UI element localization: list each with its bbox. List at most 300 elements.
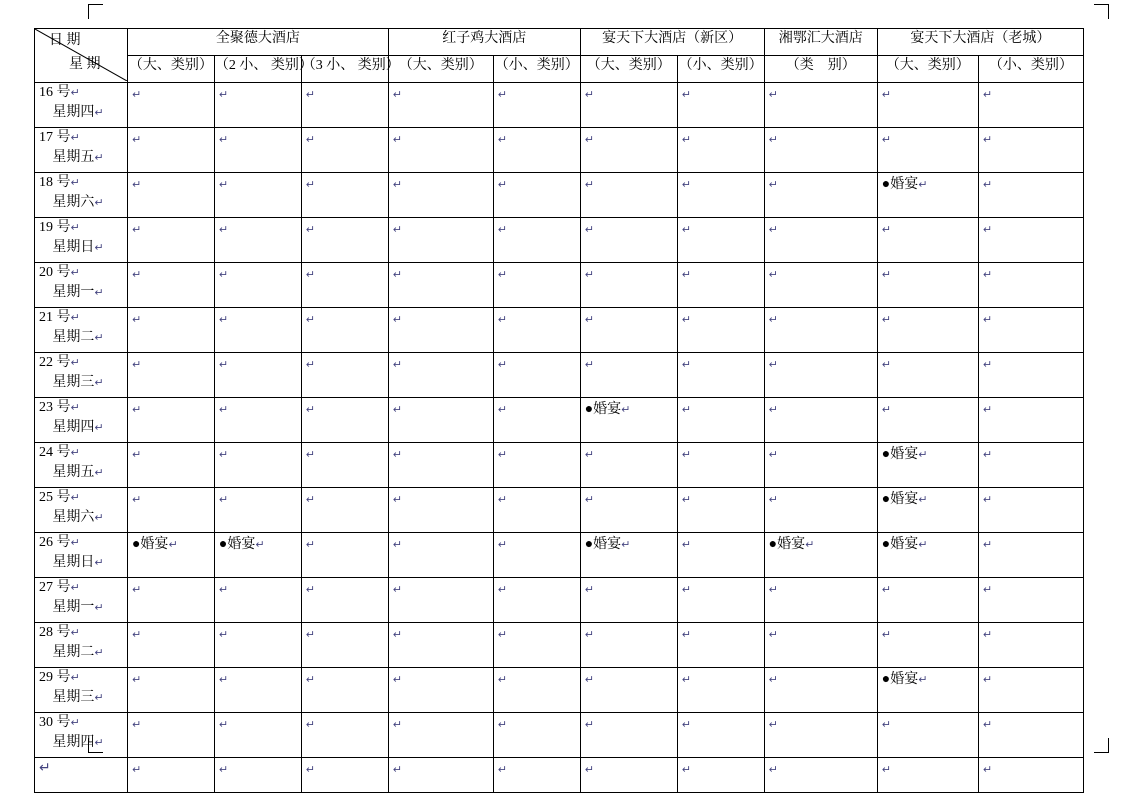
paragraph-mark-icon: ↵: [881, 403, 892, 416]
schedule-cell[interactable]: [978, 713, 1083, 758]
paragraph-mark-icon: ↵: [584, 268, 594, 281]
weekday-label: 星期二↵: [52, 330, 104, 346]
schedule-cell[interactable]: [127, 83, 214, 128]
schedule-cell[interactable]: [214, 398, 301, 443]
date-cell[interactable]: [35, 308, 128, 353]
paragraph-mark-icon: ↵: [392, 628, 402, 641]
paragraph-mark-icon: ↵: [681, 583, 691, 596]
schedule-cell[interactable]: [764, 443, 877, 488]
paragraph-mark-icon: ↵: [982, 133, 993, 146]
paragraph-mark-icon: ↵: [768, 403, 778, 416]
schedule-cell[interactable]: [301, 668, 388, 713]
schedule-cell[interactable]: [580, 488, 677, 533]
schedule-cell[interactable]: [127, 758, 214, 793]
schedule-cell[interactable]: [580, 713, 677, 758]
venue-header-2: 宴天下大酒店（新区）: [580, 29, 764, 56]
schedule-cell[interactable]: [214, 668, 301, 713]
paragraph-mark-icon: ↵: [982, 223, 993, 236]
schedule-cell-content: [389, 218, 493, 240]
schedule-cell-content: [678, 83, 764, 105]
schedule-cell[interactable]: [580, 398, 677, 443]
paragraph-mark-icon: ↵: [497, 718, 508, 731]
schedule-cell-content: [389, 578, 493, 600]
schedule-cell[interactable]: [978, 128, 1083, 173]
paragraph-mark-icon: ↵: [70, 491, 80, 504]
schedule-cell[interactable]: [127, 173, 214, 218]
schedule-cell[interactable]: [677, 533, 764, 578]
schedule-cell[interactable]: [677, 353, 764, 398]
paragraph-mark-icon: ↵: [768, 133, 778, 146]
paragraph-mark-icon: ↵: [305, 403, 315, 416]
paragraph-mark-icon: ↵: [768, 178, 778, 191]
schedule-cell[interactable]: [493, 623, 580, 668]
table-header-subcolumns: [35, 56, 1084, 83]
schedule-cell-content: [581, 353, 677, 375]
schedule-cell[interactable]: [388, 398, 493, 443]
schedule-cell[interactable]: [677, 173, 764, 218]
schedule-cell[interactable]: [214, 128, 301, 173]
schedule-cell[interactable]: [580, 623, 677, 668]
schedule-cell[interactable]: [764, 83, 877, 128]
schedule-cell[interactable]: [877, 623, 978, 668]
schedule-cell-content: [678, 128, 764, 150]
table-row: [35, 308, 1084, 353]
schedule-cell[interactable]: [301, 623, 388, 668]
schedule-cell[interactable]: [677, 83, 764, 128]
schedule-cell[interactable]: [764, 353, 877, 398]
table-row: [35, 713, 1084, 758]
schedule-cell[interactable]: [493, 533, 580, 578]
schedule-cell[interactable]: [127, 218, 214, 263]
schedule-cell[interactable]: [388, 173, 493, 218]
schedule-cell-content: [302, 308, 388, 330]
schedule-cell-content: [678, 308, 764, 330]
schedule-cell[interactable]: [677, 218, 764, 263]
schedule-cell[interactable]: [388, 578, 493, 623]
schedule-cell[interactable]: [877, 488, 978, 533]
schedule-cell[interactable]: [388, 668, 493, 713]
schedule-cell-content: [494, 713, 580, 735]
schedule-cell[interactable]: [580, 578, 677, 623]
schedule-cell[interactable]: [677, 398, 764, 443]
schedule-cell[interactable]: [764, 398, 877, 443]
schedule-cell-content: [128, 218, 214, 240]
schedule-cell-content: [128, 443, 214, 465]
schedule-cell[interactable]: [388, 488, 493, 533]
schedule-cell[interactable]: [127, 353, 214, 398]
schedule-cell[interactable]: [764, 758, 877, 793]
paragraph-mark-icon: ↵: [584, 223, 594, 236]
schedule-cell[interactable]: [764, 533, 877, 578]
schedule-cell[interactable]: [301, 218, 388, 263]
schedule-cell[interactable]: [388, 443, 493, 488]
paragraph-mark-icon: ↵: [584, 583, 594, 596]
date-cell[interactable]: [35, 353, 128, 398]
schedule-cell[interactable]: [388, 263, 493, 308]
weekday-label: 星期一↵: [52, 600, 104, 616]
date-cell[interactable]: [35, 83, 128, 128]
schedule-cell-content: [878, 533, 978, 555]
schedule-cell[interactable]: [877, 713, 978, 758]
schedule-cell[interactable]: [301, 308, 388, 353]
schedule-cell-content: [494, 173, 580, 195]
schedule-cell[interactable]: [301, 488, 388, 533]
schedule-cell[interactable]: [214, 443, 301, 488]
date-cell[interactable]: [35, 623, 128, 668]
schedule-cell[interactable]: [978, 533, 1083, 578]
schedule-cell[interactable]: [677, 668, 764, 713]
date-cell[interactable]: [35, 758, 128, 793]
schedule-cell[interactable]: [978, 353, 1083, 398]
schedule-cell[interactable]: [580, 263, 677, 308]
schedule-cell[interactable]: [388, 623, 493, 668]
weekday-label: 星期日↵: [52, 240, 104, 256]
schedule-cell[interactable]: [580, 533, 677, 578]
schedule-cell[interactable]: [677, 443, 764, 488]
schedule-cell[interactable]: [978, 578, 1083, 623]
schedule-cell[interactable]: [877, 398, 978, 443]
schedule-cell[interactable]: [214, 353, 301, 398]
schedule-cell[interactable]: [388, 533, 493, 578]
paragraph-mark-icon: ↵: [584, 763, 594, 776]
date-cell[interactable]: [35, 443, 128, 488]
weekday-label: 星期四↵: [52, 105, 104, 121]
schedule-cell-content: [302, 398, 388, 420]
schedule-cell[interactable]: [214, 218, 301, 263]
schedule-cell[interactable]: [764, 668, 877, 713]
schedule-cell-content: [765, 533, 877, 555]
paragraph-mark-icon: ↵: [584, 718, 594, 731]
schedule-cell-content: [979, 713, 1083, 735]
schedule-cell[interactable]: [493, 578, 580, 623]
paragraph-mark-icon: ↵: [497, 268, 508, 281]
schedule-cell[interactable]: [978, 398, 1083, 443]
schedule-cell-content: [215, 263, 301, 285]
schedule-cell[interactable]: [877, 128, 978, 173]
schedule-cell[interactable]: [764, 173, 877, 218]
schedule-cell[interactable]: [764, 218, 877, 263]
schedule-cell-content: [581, 758, 677, 780]
date-cell[interactable]: [35, 263, 128, 308]
schedule-cell[interactable]: [580, 83, 677, 128]
schedule-cell[interactable]: [493, 398, 580, 443]
schedule-cell[interactable]: [127, 623, 214, 668]
paragraph-mark-icon: ↵: [70, 671, 80, 684]
paragraph-mark-icon: ↵: [681, 268, 691, 281]
schedule-cell[interactable]: [127, 488, 214, 533]
schedule-cell[interactable]: [580, 353, 677, 398]
paragraph-mark-icon: ↵: [881, 223, 892, 236]
schedule-cell[interactable]: [493, 758, 580, 793]
paragraph-mark-icon: ↵: [497, 223, 508, 236]
schedule-cell[interactable]: [493, 308, 580, 353]
schedule-cell[interactable]: [877, 533, 978, 578]
schedule-cell-content: [215, 533, 301, 555]
schedule-cell[interactable]: [214, 308, 301, 353]
schedule-cell[interactable]: [877, 308, 978, 353]
paragraph-mark-icon: ↵: [768, 268, 778, 281]
schedule-cell[interactable]: [580, 173, 677, 218]
paragraph-mark-icon: ↵: [681, 763, 691, 776]
schedule-cell[interactable]: [493, 128, 580, 173]
schedule-cell[interactable]: [214, 263, 301, 308]
schedule-cell[interactable]: [877, 443, 978, 488]
venue-header-3: 湘鄂汇大酒店: [764, 29, 877, 56]
schedule-cell-content: [389, 398, 493, 420]
schedule-cell[interactable]: [493, 263, 580, 308]
schedule-cell[interactable]: [493, 218, 580, 263]
schedule-cell-content: [128, 308, 214, 330]
schedule-cell[interactable]: [978, 173, 1083, 218]
schedule-cell[interactable]: [677, 128, 764, 173]
schedule-cell[interactable]: [493, 488, 580, 533]
schedule-cell[interactable]: [877, 758, 978, 793]
schedule-cell[interactable]: [764, 713, 877, 758]
date-cell[interactable]: [35, 533, 128, 578]
schedule-cell[interactable]: [214, 173, 301, 218]
paragraph-mark-icon: ↵: [681, 358, 691, 371]
schedule-cell[interactable]: [978, 308, 1083, 353]
schedule-cell-content: [494, 758, 580, 780]
schedule-cell[interactable]: [877, 353, 978, 398]
schedule-cell[interactable]: [301, 173, 388, 218]
date-cell[interactable]: [35, 713, 128, 758]
schedule-cell-content: [302, 83, 388, 105]
paragraph-mark-icon: ↵: [584, 673, 594, 686]
weekday-label: 星期二↵: [52, 645, 104, 661]
paragraph-mark-icon: ↵: [392, 718, 402, 731]
paragraph-mark-icon: ↵: [497, 583, 508, 596]
schedule-cell[interactable]: [493, 443, 580, 488]
schedule-cell[interactable]: [978, 218, 1083, 263]
paragraph-mark-icon: ↵: [131, 223, 142, 236]
schedule-cell[interactable]: [127, 578, 214, 623]
schedule-cell[interactable]: [127, 128, 214, 173]
schedule-cell-content: [302, 578, 388, 600]
schedule-cell[interactable]: [214, 533, 301, 578]
paragraph-mark-icon: ↵: [918, 538, 928, 551]
schedule-cell[interactable]: [978, 623, 1083, 668]
weekday-label: 星期四↵: [52, 420, 104, 436]
paragraph-mark-icon: ↵: [131, 763, 142, 776]
schedule-cell[interactable]: [214, 758, 301, 793]
schedule-cell-content: [678, 533, 764, 555]
schedule-cell[interactable]: [580, 668, 677, 713]
schedule-cell[interactable]: [388, 128, 493, 173]
schedule-cell-content: [979, 668, 1083, 690]
schedule-cell[interactable]: [301, 578, 388, 623]
schedule-cell[interactable]: [301, 758, 388, 793]
schedule-cell-content: [979, 353, 1083, 375]
date-cell[interactable]: [35, 488, 128, 533]
schedule-cell[interactable]: [580, 443, 677, 488]
schedule-cell-content: [678, 263, 764, 285]
schedule-cell[interactable]: [764, 578, 877, 623]
schedule-cell[interactable]: [580, 128, 677, 173]
paragraph-mark-icon: ↵: [131, 268, 142, 281]
schedule-cell[interactable]: [301, 83, 388, 128]
schedule-cell[interactable]: [127, 668, 214, 713]
paragraph-mark-icon: ↵: [768, 583, 778, 596]
paragraph-mark-icon: ↵: [681, 313, 691, 326]
schedule-cell[interactable]: [301, 713, 388, 758]
schedule-cell[interactable]: [301, 533, 388, 578]
schedule-cell[interactable]: [978, 488, 1083, 533]
schedule-cell[interactable]: [127, 443, 214, 488]
schedule-cell-content: [215, 128, 301, 150]
schedule-cell[interactable]: [388, 83, 493, 128]
schedule-cell[interactable]: [388, 308, 493, 353]
paragraph-mark-icon: ↵: [70, 536, 80, 549]
schedule-cell[interactable]: [764, 488, 877, 533]
schedule-cell[interactable]: [978, 668, 1083, 713]
schedule-cell-content: [678, 713, 764, 735]
schedule-cell[interactable]: [877, 578, 978, 623]
schedule-cell[interactable]: [301, 263, 388, 308]
paragraph-mark-icon: ↵: [392, 583, 402, 596]
schedule-cell[interactable]: [764, 128, 877, 173]
schedule-cell[interactable]: [677, 578, 764, 623]
schedule-cell[interactable]: [493, 668, 580, 713]
schedule-cell[interactable]: [877, 83, 978, 128]
schedule-cell[interactable]: [127, 398, 214, 443]
schedule-cell-content: [494, 83, 580, 105]
schedule-cell[interactable]: [388, 758, 493, 793]
paragraph-mark-icon: ↵: [881, 358, 892, 371]
schedule-cell[interactable]: [978, 443, 1083, 488]
schedule-cell[interactable]: [877, 263, 978, 308]
schedule-cell[interactable]: [580, 308, 677, 353]
schedule-cell-content: [128, 173, 214, 195]
schedule-cell[interactable]: [978, 83, 1083, 128]
date-cell[interactable]: [35, 398, 128, 443]
paragraph-mark-icon: ↵: [584, 88, 594, 101]
schedule-cell-content: [494, 668, 580, 690]
schedule-cell[interactable]: [127, 308, 214, 353]
schedule-cell[interactable]: [677, 488, 764, 533]
schedule-cell[interactable]: [677, 263, 764, 308]
schedule-cell[interactable]: [301, 128, 388, 173]
schedule-cell[interactable]: [214, 578, 301, 623]
date-cell[interactable]: [35, 173, 128, 218]
date-cell[interactable]: [35, 218, 128, 263]
date-cell[interactable]: [35, 128, 128, 173]
schedule-cell[interactable]: [214, 713, 301, 758]
venue-header-0: 全聚德大酒店: [127, 29, 388, 56]
paragraph-mark-icon: ↵: [218, 718, 229, 731]
schedule-cell-content: [979, 128, 1083, 150]
paragraph-mark-icon: ↵: [621, 403, 631, 416]
schedule-cell[interactable]: [877, 218, 978, 263]
date-number: 26 号↵: [39, 535, 80, 550]
schedule-cell-content: [979, 308, 1083, 330]
schedule-cell-content: [302, 488, 388, 510]
schedule-cell-content: [581, 128, 677, 150]
schedule-cell[interactable]: [764, 308, 877, 353]
paragraph-mark-icon: ↵: [168, 538, 178, 551]
schedule-cell-content: [302, 758, 388, 780]
schedule-cell[interactable]: [301, 398, 388, 443]
paragraph-mark-icon: ↵: [768, 718, 778, 731]
schedule-cell[interactable]: [388, 353, 493, 398]
paragraph-mark-icon: ↵: [497, 178, 508, 191]
date-number: 22 号↵: [39, 355, 80, 370]
date-cell[interactable]: [35, 578, 128, 623]
schedule-cell-content: [878, 488, 978, 510]
crop-mark-top-left: [88, 4, 103, 19]
schedule-cell[interactable]: [677, 308, 764, 353]
schedule-cell-content: [765, 443, 877, 465]
schedule-cell[interactable]: [388, 218, 493, 263]
schedule-cell[interactable]: [493, 83, 580, 128]
schedule-cell-content: [678, 578, 764, 600]
schedule-cell[interactable]: [764, 623, 877, 668]
schedule-cell[interactable]: [214, 623, 301, 668]
schedule-cell[interactable]: [214, 83, 301, 128]
schedule-cell-content: [581, 443, 677, 465]
schedule-cell[interactable]: [580, 218, 677, 263]
paragraph-mark-icon: ↵: [94, 421, 104, 435]
schedule-cell[interactable]: [877, 668, 978, 713]
date-number: 24 号↵: [39, 445, 80, 460]
schedule-cell[interactable]: [127, 713, 214, 758]
schedule-cell[interactable]: [493, 173, 580, 218]
schedule-cell-content: [389, 83, 493, 105]
schedule-cell[interactable]: [580, 758, 677, 793]
schedule-cell[interactable]: [388, 713, 493, 758]
subcol-0-0: （大、类别）: [127, 56, 214, 83]
schedule-cell-content: [302, 443, 388, 465]
paragraph-mark-icon: ↵: [94, 376, 104, 390]
schedule-cell[interactable]: [764, 263, 877, 308]
schedule-cell[interactable]: [978, 263, 1083, 308]
schedule-cell-content: [215, 173, 301, 195]
schedule-cell[interactable]: [493, 353, 580, 398]
schedule-cell-content: [302, 263, 388, 285]
schedule-cell-content: [581, 623, 677, 645]
schedule-cell[interactable]: [877, 173, 978, 218]
paragraph-mark-icon: ↵: [131, 313, 142, 326]
schedule-cell[interactable]: [214, 488, 301, 533]
schedule-cell-content: [581, 173, 677, 195]
schedule-cell-content: [678, 488, 764, 510]
schedule-cell[interactable]: [127, 263, 214, 308]
schedule-cell-content: [215, 353, 301, 375]
schedule-cell[interactable]: [301, 353, 388, 398]
schedule-cell-content: [878, 713, 978, 735]
table-row: [35, 128, 1084, 173]
schedule-cell-content: [128, 713, 214, 735]
schedule-cell-content: [128, 623, 214, 645]
schedule-cell-content: [878, 263, 978, 285]
schedule-cell[interactable]: [677, 713, 764, 758]
paragraph-mark-icon: ↵: [305, 178, 315, 191]
schedule-cell-content: [979, 488, 1083, 510]
schedule-cell[interactable]: [677, 623, 764, 668]
paragraph-mark-icon: ↵: [768, 313, 778, 326]
schedule-cell[interactable]: [301, 443, 388, 488]
schedule-cell-content: [128, 398, 214, 420]
booking-mark: ●婚宴: [768, 537, 806, 552]
schedule-cell[interactable]: [493, 713, 580, 758]
date-cell[interactable]: [35, 668, 128, 713]
date-number: 23 号↵: [39, 400, 80, 415]
date-number: 29 号↵: [39, 670, 80, 685]
schedule-cell[interactable]: [978, 758, 1083, 793]
schedule-cell[interactable]: [127, 533, 214, 578]
paragraph-mark-icon: ↵: [305, 313, 315, 326]
schedule-cell[interactable]: [677, 758, 764, 793]
